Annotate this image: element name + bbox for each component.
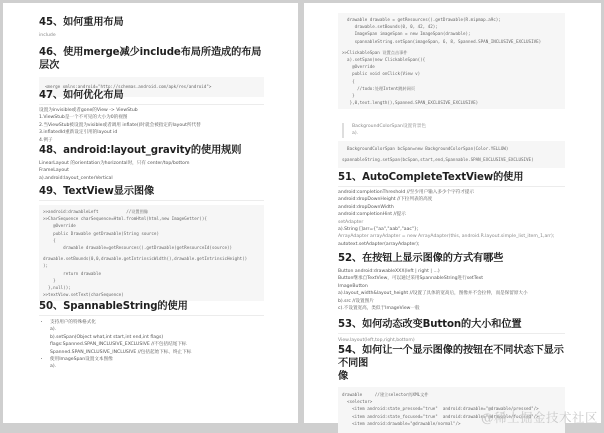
section-heading: 49、TextView显示图像 — [39, 185, 264, 201]
section-heading: 48、android:layout_gravity的使用规则 — [39, 145, 242, 156]
code-line: return drawable — [43, 270, 101, 276]
text-line: a).android:layout_centerVertical — [39, 175, 113, 181]
quote-block — [342, 123, 565, 138]
text-line: 3.inflatedId重新设定引用的layout id — [39, 130, 118, 136]
document-page-right — [304, 3, 601, 426]
section-heading: 52、在按钮上显示图像的方式有哪些 — [338, 253, 504, 264]
section-heading: 46、使用merge减少include布局所造成的布局层次 — [39, 47, 262, 71]
text-line: a). — [50, 364, 57, 370]
text-line: BackgroundColorSpan设置背景色 — [352, 124, 426, 129]
code-line: { — [342, 78, 355, 84]
text-line: flags:Spanned.SPAN_INCLUSIVE_EXCLUSIVE //不包括结尾下标 — [50, 342, 187, 348]
section-51 — [338, 171, 565, 248]
list-item: • 使用ImageSpan设置文本图像 a). — [50, 356, 264, 371]
code-line: } — [342, 93, 355, 99]
text-line: Button android:drawableXXX(left | right | ...) — [338, 269, 440, 274]
text-line: 4.例子 — [39, 137, 53, 143]
code-block — [338, 141, 565, 168]
section-45 — [39, 16, 264, 39]
text-line: android:dropDownHeight //下拉列表的高度 — [338, 197, 433, 203]
section-48 — [39, 144, 264, 182]
document-page-left — [3, 3, 298, 423]
section-47 — [39, 89, 264, 144]
code-line: { — [43, 237, 56, 243]
section-heading: 47、如何优化布局 — [39, 89, 264, 105]
text-line: android:completionHint //提示 — [338, 212, 406, 218]
code-line: BackgroundColorSpan bcSpan=new BackgroundColorSpan(Color.YELLOW) — [342, 146, 509, 151]
code-line: ImageSpan imageSpan = new ImageSpan(drawable); — [342, 31, 471, 37]
code-line: @Override — [43, 223, 76, 229]
text-line: Spanned.SPAN_INCLUSIVE_INCLUSIVE //包括起始下标、终止下标 — [50, 349, 192, 355]
code-line: >>ClickableSpan 设置点击事件 — [342, 49, 408, 55]
code-line: public Drawable getDrawable(String source) — [43, 230, 159, 236]
code-line: spannableString.setSpan(bcSpan,start,end,Spannable.SPAN_EXCLUSIVE_EXCLUSIVE) — [342, 157, 534, 163]
code-block — [338, 13, 565, 109]
code-line: },0,text.length(),Spanned.SPAN_EXCLUSIVE_EXCLUSIVE) — [342, 100, 479, 106]
code-block-imagespan — [338, 13, 565, 109]
section-heading: 45、如何重用布局 — [39, 17, 124, 28]
text-line: 2.当ViewStub被设置为visible或者调用 inflate()时就会被指定的layout所代替 — [39, 122, 201, 128]
section-heading: 53、如何动态改变Button的大小和位置 — [338, 318, 565, 334]
code-line: } — [43, 277, 56, 283]
code-line: drawable drawable=getResources().getDrawable(getResourceId(source)) — [43, 245, 233, 251]
text-line: a).String []arr={"aa","aab","aac"}; — [338, 227, 419, 233]
code-line: >>textView.setText(charSequence) — [43, 292, 124, 298]
code-block-bgcolor — [338, 141, 565, 168]
code-line: drawable.setBounds(0, 0, 42, 42); — [342, 24, 438, 30]
blockquote — [338, 120, 565, 141]
text-line: a). — [352, 131, 359, 137]
watermark: @稀土掘金技术社区 — [480, 410, 598, 425]
text-line: android:completionThreshold //至少用户输入多少个字符才提示 — [338, 190, 475, 195]
text-line: android:dropDownWidth — [338, 204, 394, 210]
text-line: FrameLayout — [39, 168, 69, 174]
code-line: >>android:drawableLeft //设置图像 — [43, 209, 148, 214]
section-body: View.layout(left,top,right,bottom) — [338, 338, 415, 343]
text-line: b).setSpan(Object what,int start,int end,int flags) — [50, 334, 164, 340]
section-52 — [338, 252, 565, 312]
text-line: 1.ViewStub是一个不可见的大小为0的视图 — [39, 115, 128, 121]
text-line: a). — [50, 327, 57, 333]
code-line: drawable drawable = getResources().getDrawable(R.mipmap.a9c); — [342, 17, 501, 22]
section-heading: 54、如何让一个显示图像的按钮在不同状态下显示不同图 像 — [338, 345, 564, 382]
code-line: @Override — [342, 64, 375, 70]
text-line: setAdapter — [338, 219, 364, 225]
section-body: include — [39, 33, 56, 38]
code-line: <selector> — [342, 399, 373, 405]
text-line: ImageButton — [338, 283, 368, 289]
bullet-list — [39, 319, 264, 371]
text-line: c).不设置宽高，类似于ImageView一般 — [338, 306, 420, 312]
section-49 — [39, 185, 264, 301]
section-heading: 50、SpannableString的使用 — [39, 300, 264, 316]
section-50 — [39, 300, 264, 371]
code-line: //todo:处理Intent跳转网页 — [342, 85, 416, 91]
section-heading: 51、AutoCompleteTextView的使用 — [338, 171, 565, 187]
text-line: a).layout_width&layout_height //设置了具体的宽高后，图像并不会拉伸，而是保留原大小 — [338, 291, 528, 297]
code-block — [39, 205, 264, 301]
code-line: spannableString.setSpan(imageSpan, 6, 8, Spanned.SPAN_INCLUSIVE_EXCLUSIVE) — [342, 38, 542, 44]
code-line: <merge xmlns:android="http://schemas.android.com/apk/res/android"> — [45, 84, 212, 89]
code-line: >>CharSequence charSequence=Html.fromHtml(html,new ImageGetter(){ — [43, 216, 207, 222]
text-line: Button继承自TextView，可以通过采用SpannableString进行setText — [338, 276, 484, 282]
code-line: drawable.setBounds(0,0,drawable.getIntrinsicWidth(),drawable.getIntrinsicHeight() — [43, 256, 248, 262]
code-line: drawable //建立selector的XML文件 — [342, 392, 429, 397]
text-line: autotext.setAdapter(arrayAdapter); — [338, 241, 420, 247]
section-53 — [338, 318, 565, 344]
text-line: ArrayAdapter arrayAdapter = new ArrayAdapter(this, android.R.layout.simple_list_item_1,arr); — [338, 234, 555, 240]
code-line: ); — [43, 263, 49, 269]
code-line: <item android:state_focused="true" android:drawable="@drawable/focused"/> — [342, 413, 539, 419]
list-item: • 支持用户的特殊格式化 a). b).setSpan(Object what,int start,int end,int flags) flags:Spanned.SPAN_INCLUSIVE_EXCLUSIVE //不包括结尾下标 Spanned.SPAN_INCLUSIVE_INCLUSIVE //包括起始下标、终止下标 — [50, 319, 264, 356]
text-line: b).src //设置图片 — [338, 298, 374, 304]
code-line: },null)); — [43, 285, 71, 291]
code-line: public void onClick(View v) — [342, 71, 421, 77]
code-line: a).setSpan(new ClickableSpan(){ — [342, 57, 426, 63]
code-line: <item android:drawable="@drawable/normal"/> — [342, 420, 461, 426]
text-line: LinearLayout 的orientation为horizontal时，只有 center/top/bottom — [39, 161, 190, 166]
text-line: 设置为invisible或者gone的View -> ViewStub — [39, 108, 138, 113]
code-line: <item android:state_pressed="true" android:drawable="@drawable/pressed"/> — [342, 406, 539, 412]
